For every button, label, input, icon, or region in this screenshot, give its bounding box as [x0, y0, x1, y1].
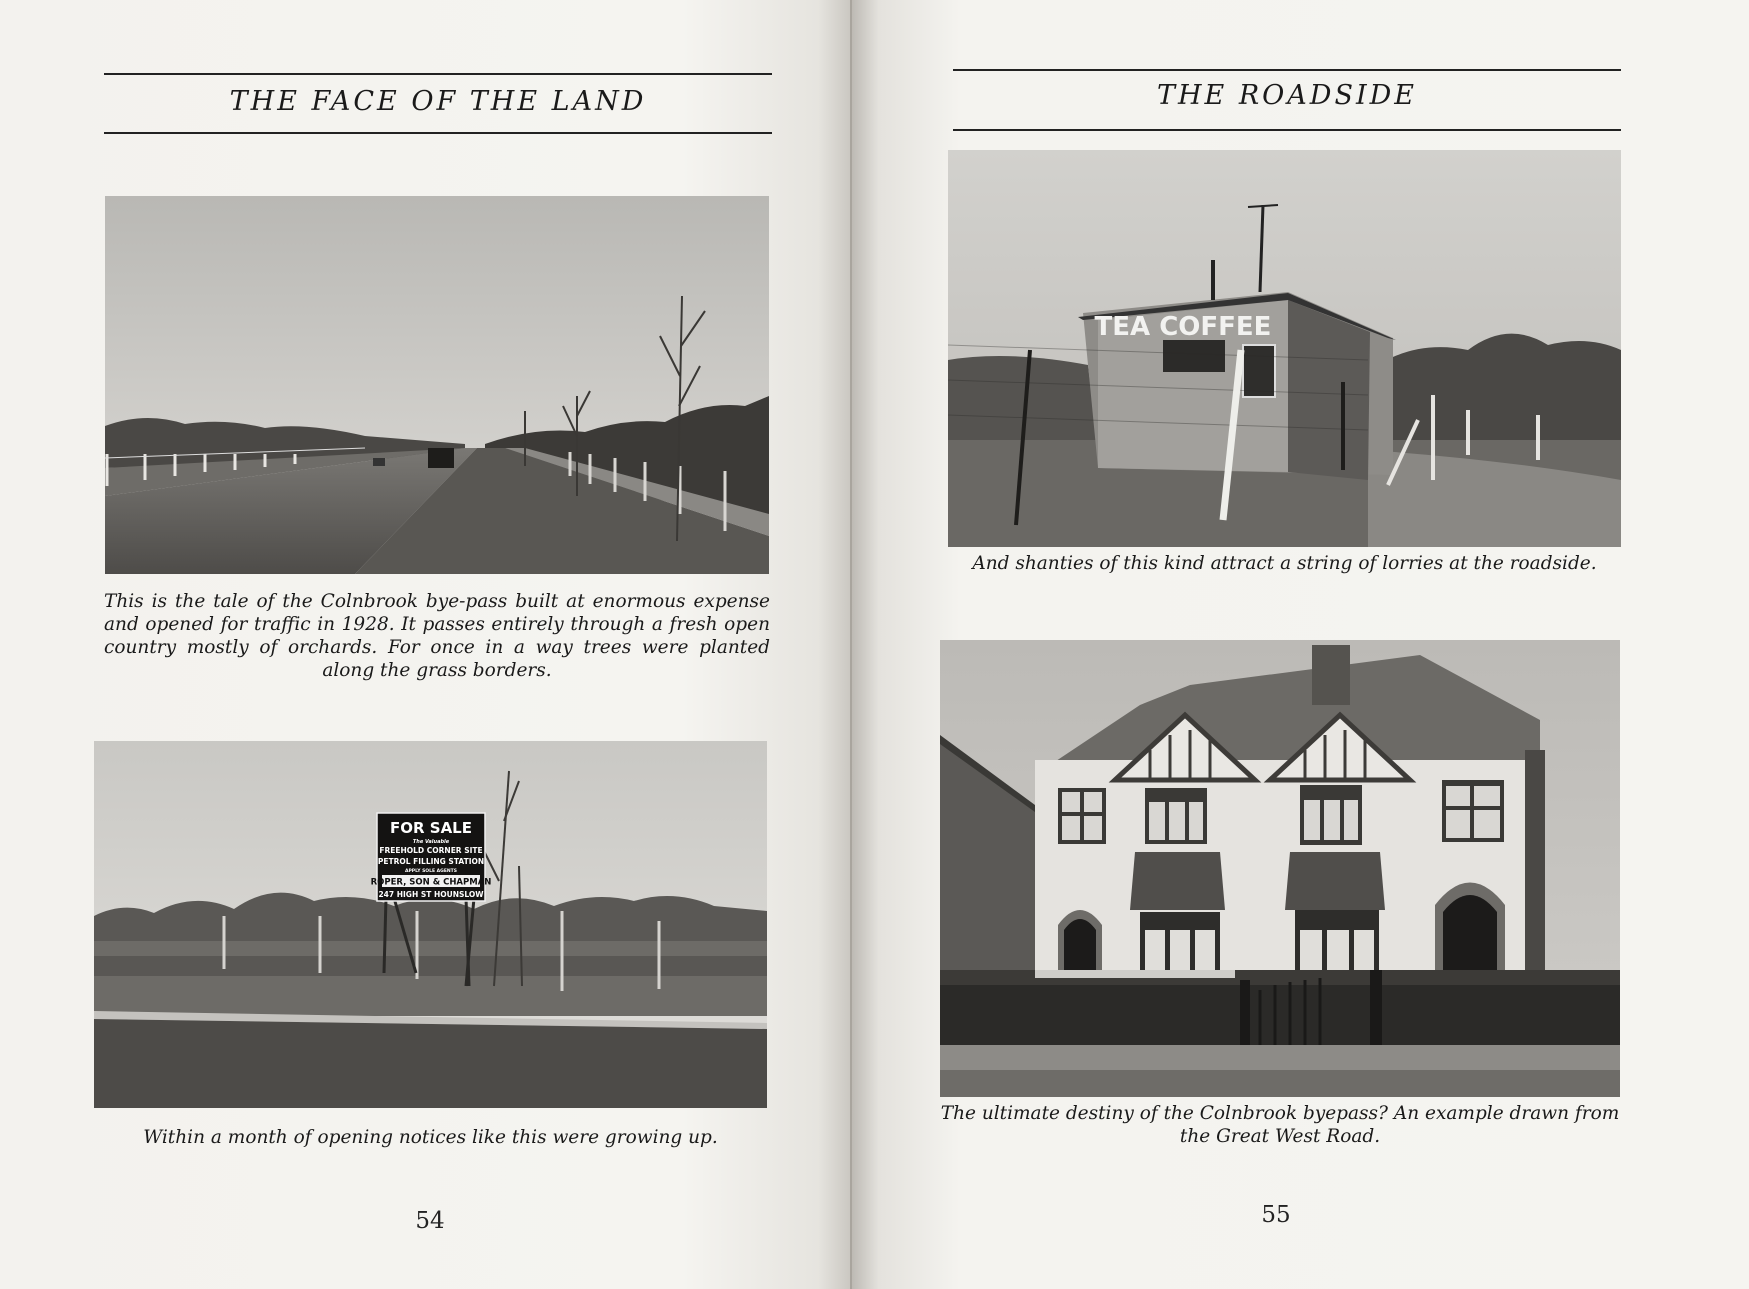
sign-freehold: FREEHOLD CORNER SITE	[379, 846, 483, 855]
shanty-photo-image	[948, 150, 1621, 547]
shanty-sign: TEA COFFEE	[1094, 312, 1272, 342]
sign-for-sale: FOR SALE	[390, 819, 472, 837]
for-sale-photo-image	[94, 741, 767, 1108]
shanty-caption: And shanties of this kind attract a string of lorries at the roadside.	[972, 553, 1597, 574]
sign-agent: ROPER, SON & CHAPMAN	[370, 877, 492, 888]
header-rule-top-right	[953, 69, 1621, 71]
sign-petrol: PETROL FILLING STATION	[377, 857, 485, 866]
sign-valuable: The Valuable	[412, 839, 450, 845]
road-photo-image	[105, 196, 769, 574]
running-head-right: THE ROADSIDE	[1157, 80, 1417, 111]
house-photo-image	[940, 640, 1620, 1097]
road-photo	[105, 196, 769, 574]
for-sale-photo	[94, 741, 767, 1108]
running-head-left: THE FACE OF THE LAND	[229, 86, 647, 117]
header-rule-bottom	[104, 132, 772, 134]
house-photo	[940, 640, 1620, 1097]
left-page	[0, 0, 852, 1289]
header-rule-bottom-right	[953, 129, 1621, 131]
house-caption: The ultimate destiny of the Colnbrook byepass? An example drawn from the Great West Road.	[940, 1103, 1620, 1147]
for-sale-caption: Within a month of opening notices like this were growing up.	[143, 1127, 718, 1148]
road-photo-caption: This is the tale of the Colnbrook bye-pass built at enormous expense and opened for traffic in 1928. It passes entirely through a fresh open country mostly of orchards. For once in a way trees were planted along the grass borders.	[104, 591, 770, 681]
page-number-right: 55	[1261, 1202, 1291, 1228]
sign-address: 247 HIGH ST HOUNSLOW	[378, 890, 484, 899]
header-rule-top	[104, 73, 772, 75]
shanty-photo	[948, 150, 1621, 547]
right-page	[852, 0, 1749, 1289]
sign-apply: APPLY SOLE AGENTS	[405, 869, 457, 874]
page-number-left: 54	[415, 1208, 445, 1234]
